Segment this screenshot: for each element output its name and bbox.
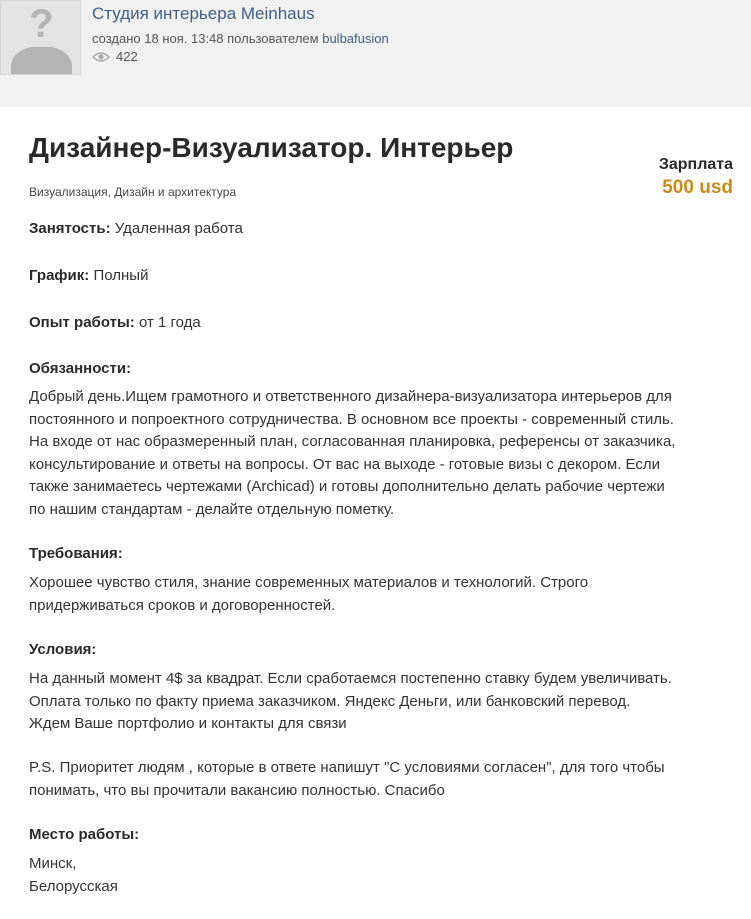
duties-line: по нашим стандартам - делайте отдельную пометку. [29,500,395,518]
username-link[interactable]: bulbafusion [322,31,389,46]
experience-field [29,314,201,331]
created-meta [92,31,389,46]
ps-line: понимать, что вы прочитали вакансию полностью. Спасибо [29,781,445,799]
created-meta-text: создано 18 ноя. 13:48 пользователем [92,31,319,46]
view-count [92,49,138,64]
location-line: Минск, [29,855,77,872]
salary-label: Зарплата [658,156,733,173]
duties-line: Добрый день.Ищем грамотного и ответственного дизайнера-визуализатора интерьеров для [29,388,672,405]
schedule-value: Полный [93,267,149,284]
duties-text [29,386,729,521]
vacancy-category: Визуализация, Дизайн и архитектура [29,185,237,199]
experience-value: от 1 года [138,314,201,331]
view-count-value: 422 [116,49,138,64]
author-header [0,0,751,107]
ps-text [29,757,729,802]
duties-line: постоянного и попроектного сотрудничества. В основном все проекты - современный стиль. [29,410,674,428]
conditions-line: На данный момент 4$ за квадрат. Если сработаемся постепенно ставку будем увеличивать. [29,670,672,687]
experience-label: Опыт работы: [29,314,135,331]
avatar[interactable] [0,0,81,75]
duties-heading: Обязанности: [29,360,132,377]
author-name-link[interactable]: Студия интерьера Meinhaus [92,4,315,23]
location-line: Белорусская [29,877,118,895]
conditions-heading: Условия: [29,641,97,658]
salary-value: 500 usd [662,177,733,198]
schedule-field [29,267,148,284]
vacancy-title: Дизайнер-Визуализатор. Интерьер [29,132,514,163]
requirements-line: придерживаться сроков и договоренностей. [29,596,336,614]
svg-text:?: ? [29,2,54,46]
conditions-line: Ждем Ваше портфолио и контакты для связи [29,715,347,732]
requirements-heading: Требования: [29,545,123,562]
employment-field [29,220,243,237]
question-silhouette-icon [1,1,81,75]
location-heading: Место работы: [29,826,140,843]
conditions-line: Оплата только по факту приема заказчиком. Яндекс Деньги, или банковский перевод. [29,692,631,710]
employment-label: Занятость: [29,220,111,237]
duties-line: также занимаетесь чертежами (Archicad) и готовы дополнительно делать рабочие чертежи [29,478,665,495]
duties-line: консультирование и ответы на вопросы. От вас на выходе - готовые визы с декором. Если [29,455,661,473]
ps-line: P.S. Приоритет людям , которые в ответе напишут "С условиями согласен", для того чтобы [29,759,665,776]
conditions-text [29,668,729,736]
salary-block [659,156,733,199]
employment-value: Удаленная работа [114,220,243,237]
duties-line: На входе от нас образмеренный план, согласованная планировка, референсы от заказчика, [29,433,676,450]
eye-icon [92,51,110,63]
requirements-text [29,572,729,617]
requirements-line: Хорошее чувство стиля, знание современных материалов и технологий. Строго [29,574,589,591]
location-text [29,853,729,898]
schedule-label: График: [29,267,90,284]
